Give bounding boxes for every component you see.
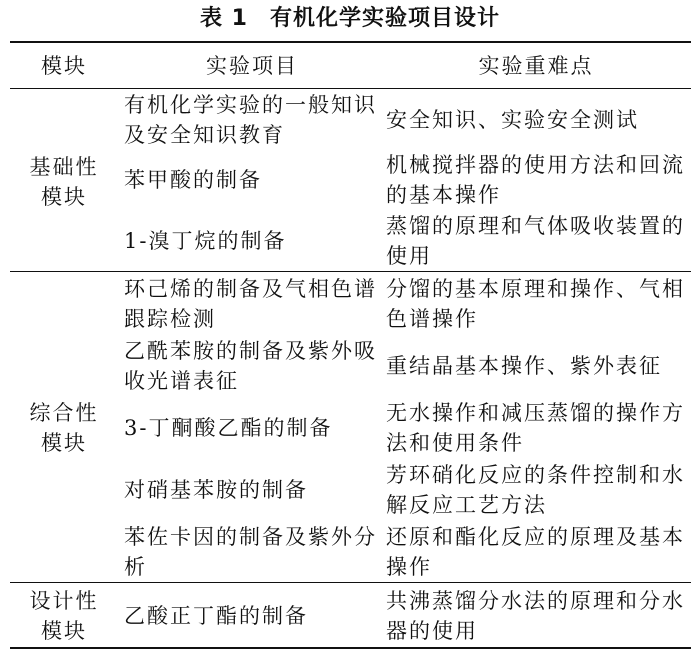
module-cell: [14, 150, 114, 214]
keypoint-cell: 芳环硝化反应的条件控制和水解反应工艺方法: [386, 463, 685, 517]
item-cell: 乙酰苯胺的制备及紫外吸收光谱表征: [124, 339, 377, 393]
table-caption: [0, 2, 700, 36]
keypoint-cell: 机械搅拌器的使用方法和回流的基本操作: [386, 153, 685, 207]
table-label: 表 1: [200, 6, 248, 31]
header-module: 模块: [41, 53, 87, 78]
module-label: 模块: [41, 185, 87, 209]
module-cell: [14, 584, 114, 647]
module-label: 模块: [41, 431, 87, 455]
item-cell: 1-溴丁烷的制备: [124, 228, 287, 253]
group-divider-2: [10, 582, 691, 583]
item-cell: 苯甲酸的制备: [124, 168, 262, 192]
item-cell: 有机化学实验的一般知识及安全知识教育: [124, 93, 377, 147]
keypoint-cell: 安全知识、实验安全测试: [386, 108, 639, 132]
keypoint-cell: 分馏的基本原理和操作、气相色谱操作: [386, 277, 685, 331]
item-cell: 3-丁酮酸乙酯的制备: [124, 416, 333, 440]
bottom-rule: [10, 647, 691, 649]
keypoint-cell: 重结晶基本操作、紫外表征: [386, 354, 662, 378]
keypoint-cell: 无水操作和减压蒸馏的操作方法和使用条件: [386, 401, 685, 455]
header-keypoints: 实验重难点: [478, 53, 594, 78]
module-label: 模块: [41, 618, 87, 643]
module-label: 基础性: [29, 155, 99, 179]
item-cell: 乙酸正丁酯的制备: [124, 603, 308, 628]
keypoint-cell: 共沸蒸馏分水法的原理和分水器的使用: [386, 588, 685, 643]
header-item: 实验项目: [206, 53, 298, 78]
header-rule: [10, 88, 691, 89]
module-label: 综合性: [29, 401, 99, 425]
item-cell: 对硝基苯胺的制备: [124, 478, 308, 502]
keypoint-cell: 蒸馏的原理和气体吸收装置的使用: [386, 213, 685, 268]
table-title: 有机化学实验项目设计: [269, 6, 500, 31]
module-cell: [14, 396, 114, 460]
module-label: 设计性: [29, 588, 99, 613]
item-cell: 环己烯的制备及气相色谱跟踪检测: [124, 277, 377, 331]
keypoint-cell: 还原和酯化反应的原理及基本操作: [386, 524, 685, 579]
item-cell: 苯佐卡因的制备及紫外分析: [124, 524, 377, 579]
group-divider-1: [10, 271, 691, 272]
